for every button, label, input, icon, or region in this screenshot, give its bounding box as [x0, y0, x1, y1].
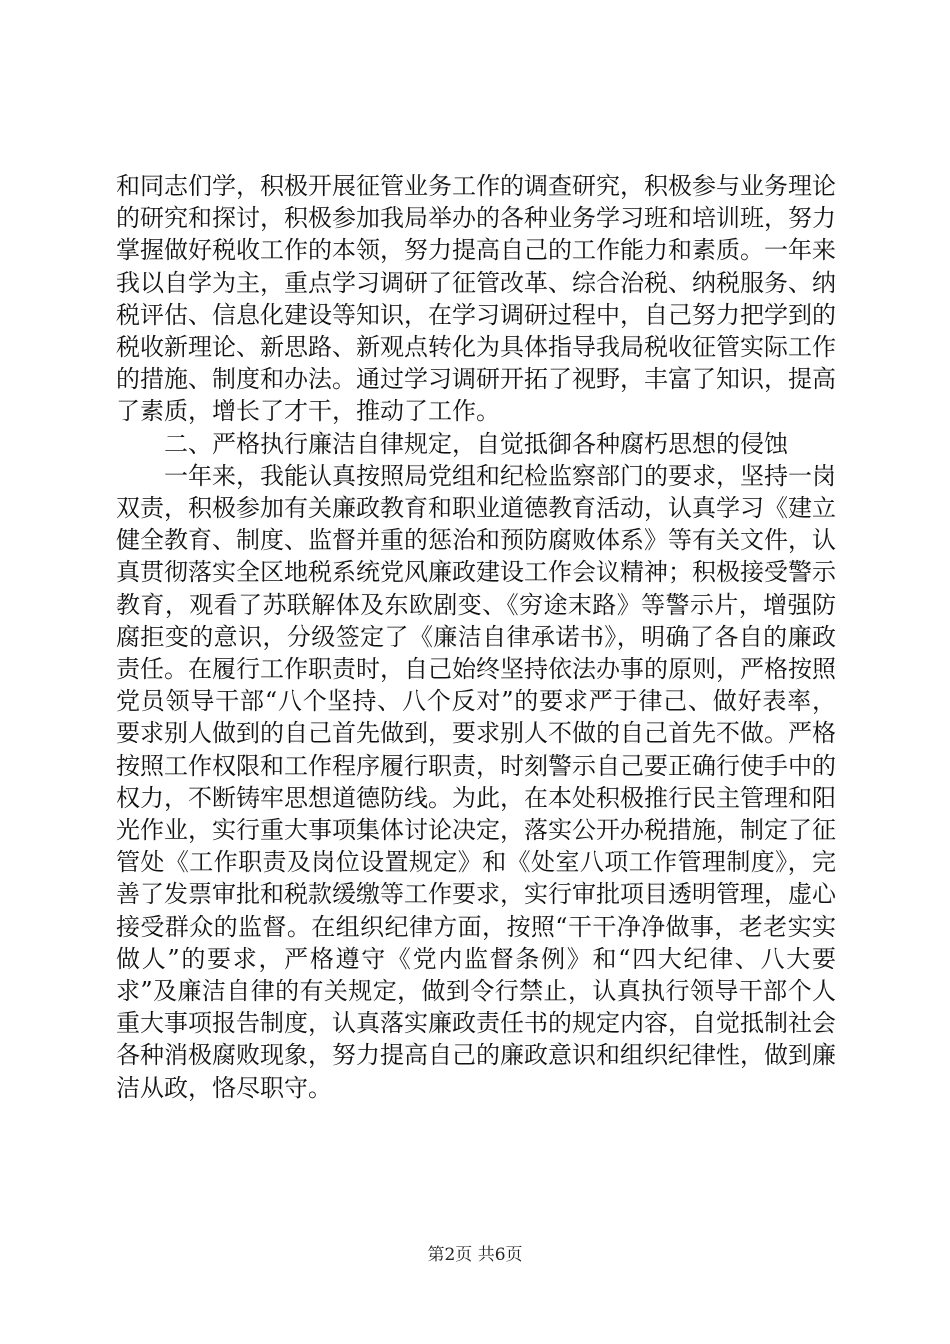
section-heading: 二、严格执行廉洁自律规定，自觉抵御各种腐朽思想的侵蚀 [164, 429, 788, 458]
page-number: 第2页 共6页 [427, 1245, 523, 1265]
page-footer [0, 1244, 950, 1266]
paragraph-continued: 和同志们学，积极开展征管业务工作的调查研究，积极参与业务理论的研究和探讨，积极参加我局举办的各种业务学习班和培训班，努力掌握做好税收工作的本领，努力提高自己的工作能力和素质。一年来我以自学为主，重点学习调研了征管改革、综合治税、纳税服务、纳税评估、信息化建设等知识，在学习调研过程中，自己努力把学到的税收新理论、新思路、新观点转化为具体指导我局税收征管实际工作的措施、制度和办法。通过学习调研开拓了视野，丰富了知识，提高了素质，增长了才干，推动了工作。 [116, 172, 836, 426]
paragraph-body: 一年来，我能认真按照局党组和纪检监察部门的要求，坚持一岗双责，积极参加有关廉政教育和职业道德教育活动，认真学习《建立健全教育、制度、监督并重的惩治和预防腐败体系》等有关文件，认真贯彻落实全区地税系统党风廉政建设工作会议精神；积极接受警示教育，观看了苏联解体及东欧剧变、《穷途末路》等警示片，增强防腐拒变的意识，分级签定了《廉洁自律承诺书》，明确了各自的廉政责任。在履行工作职责时，自己始终坚持依法办事的原则，严格按照党员领导干部“八个坚持、八个反对”的要求严于律己、做好表率，要求别人做到的自己首先做到，要求别人不做的自己首先不做。严格按照工作权限和工作程序履行职责，时刻警示自己要正确行使手中的权力，不断铸牢思想道德防线。为此，在本处积极推行民主管理和阳光作业，实行重大事项集体讨论决定，落实公开办税措施，制定了征管处《工作职责及岗位设置规定》和《处室八项工作管理制度》，完善了发票审批和税款缓缴等工作要求，实行审批项目透明管理，虚心接受群众的监督。在组织纪律方面，按照“干干净净做事，老老实实做人”的要求，严格遵守《党内监督条例》和“四大纪律、八大要求”及廉洁自律的有关规定，做到令行禁止，认真执行领导干部个人重大事项报告制度，认真落实廉政责任书的规定内容，自觉抵制社会各种消极腐败现象，努力提高自己的廉政意识和组织纪律性，做到廉洁从政，恪尽职守。 [116, 461, 836, 1102]
document-body [116, 170, 836, 1104]
